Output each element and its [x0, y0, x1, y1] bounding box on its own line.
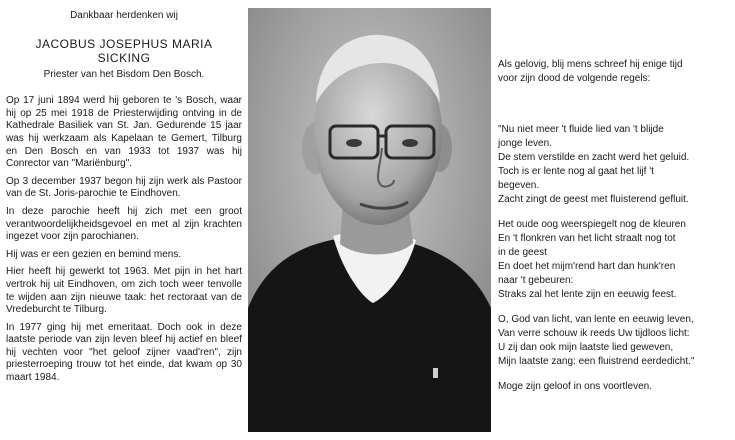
- poem-line: De stem verstilde en zacht werd het geluid.: [498, 152, 690, 163]
- poem-line: O, God van licht, van lente en eeuwig leven,: [498, 314, 694, 325]
- poem-line: Toch is er lente nog al gaat het lijf 't: [498, 166, 654, 177]
- poem-line: Van verre schouw ik reeds Uw tijdloos licht:: [498, 328, 690, 339]
- poem-stanza-3: [498, 313, 730, 369]
- bio-paragraph: In 1977 ging hij met emeritaat. Doch ook in deze laatste periode van zijn leven bleef hij actief en bleef hij vechten voor "het geloof zijner vaad'ren", zijn priesterroeping trouw tot het einde, dat kwam op 30 maart 1984.: [6, 321, 242, 384]
- poem-line: En 't flonkren van het licht straalt nog tot: [498, 233, 676, 244]
- poem-line: Zacht zingt de geest met fluisterend gefluit.: [498, 194, 689, 205]
- poem-intro-line: Als gelovig, blij mens schreef hij enige tijd: [498, 59, 683, 70]
- bio-paragraph: Op 17 juni 1894 werd hij geboren te 's Bosch, waar hij op 25 mei 1918 de Priesterwijding ontving in de Kathedrale Basiliek van St. Jan. Gedurende 15 jaar was hij werkzaam als Kapelaan te Gemert, Tilburg en Den Bosch en van 1933 tot 1937 was hij Conrector van "Mariënburg".: [6, 95, 242, 170]
- poem-column: [498, 58, 730, 394]
- poem-line: U zij dan ook mijn laatste lied geweven,: [498, 342, 674, 353]
- bio-paragraph: In deze parochie heeft hij zich met een groot verantwoordelijkheidsgevoel en met al zijn krachten ingezet voor zijn parochianen.: [6, 205, 242, 243]
- poem-stanza-2: [498, 218, 730, 302]
- closing-line: Moge zijn geloof in ons voortleven.: [498, 381, 652, 392]
- poem-line: Mijn laatste zang: een fluistrend eerdedicht.": [498, 356, 695, 367]
- bio-paragraph: Op 3 december 1937 begon hij zijn werk als Pastoor van de St. Joris-parochie te Eindhoven.: [6, 175, 242, 200]
- deceased-name-line2: SICKING: [97, 50, 151, 65]
- poem-line: begeven.: [498, 180, 540, 191]
- poem-line: En doet het mijm'rend hart dan hunk'ren: [498, 261, 676, 272]
- role-text: Priester van het Bisdom Den Bosch.: [43, 68, 205, 80]
- poem-line: jonge leven.: [498, 138, 552, 149]
- intro-text: Dankbaar herdenken wij: [70, 10, 178, 21]
- deceased-name-line1: JACOBUS JOSEPHUS MARIA: [35, 36, 213, 51]
- poem-intro: [498, 58, 730, 86]
- bio-paragraph: Hij was er een gezien en bemind mens.: [6, 248, 182, 260]
- bio-paragraph: Hier heeft hij gewerkt tot 1963. Met pijn in het hart vertrok hij uit Eindhoven, om zich toch weer tenvolle te wijden aan zijn nieuwe taak: het rectoraat van de Vredeburcht te Tilburg.: [6, 266, 242, 316]
- poem-stanza-1: [498, 123, 730, 207]
- poem-line: Straks zal het lente zijn en eeuwig feest.: [498, 289, 677, 300]
- poem-line: "Nu niet meer 't fluide lied van 't blijde: [498, 124, 664, 135]
- portrait-photo: [248, 8, 491, 432]
- poem-line: Het oude oog weerspiegelt nog de kleuren: [498, 219, 686, 230]
- portrait-illustration: [248, 8, 491, 432]
- poem-line: naar 't gebeuren:: [498, 275, 574, 286]
- biography-column: [6, 10, 242, 390]
- poem-line: in de geest: [498, 247, 547, 258]
- poem-intro-line: voor zijn dood de volgende regels:: [498, 73, 651, 84]
